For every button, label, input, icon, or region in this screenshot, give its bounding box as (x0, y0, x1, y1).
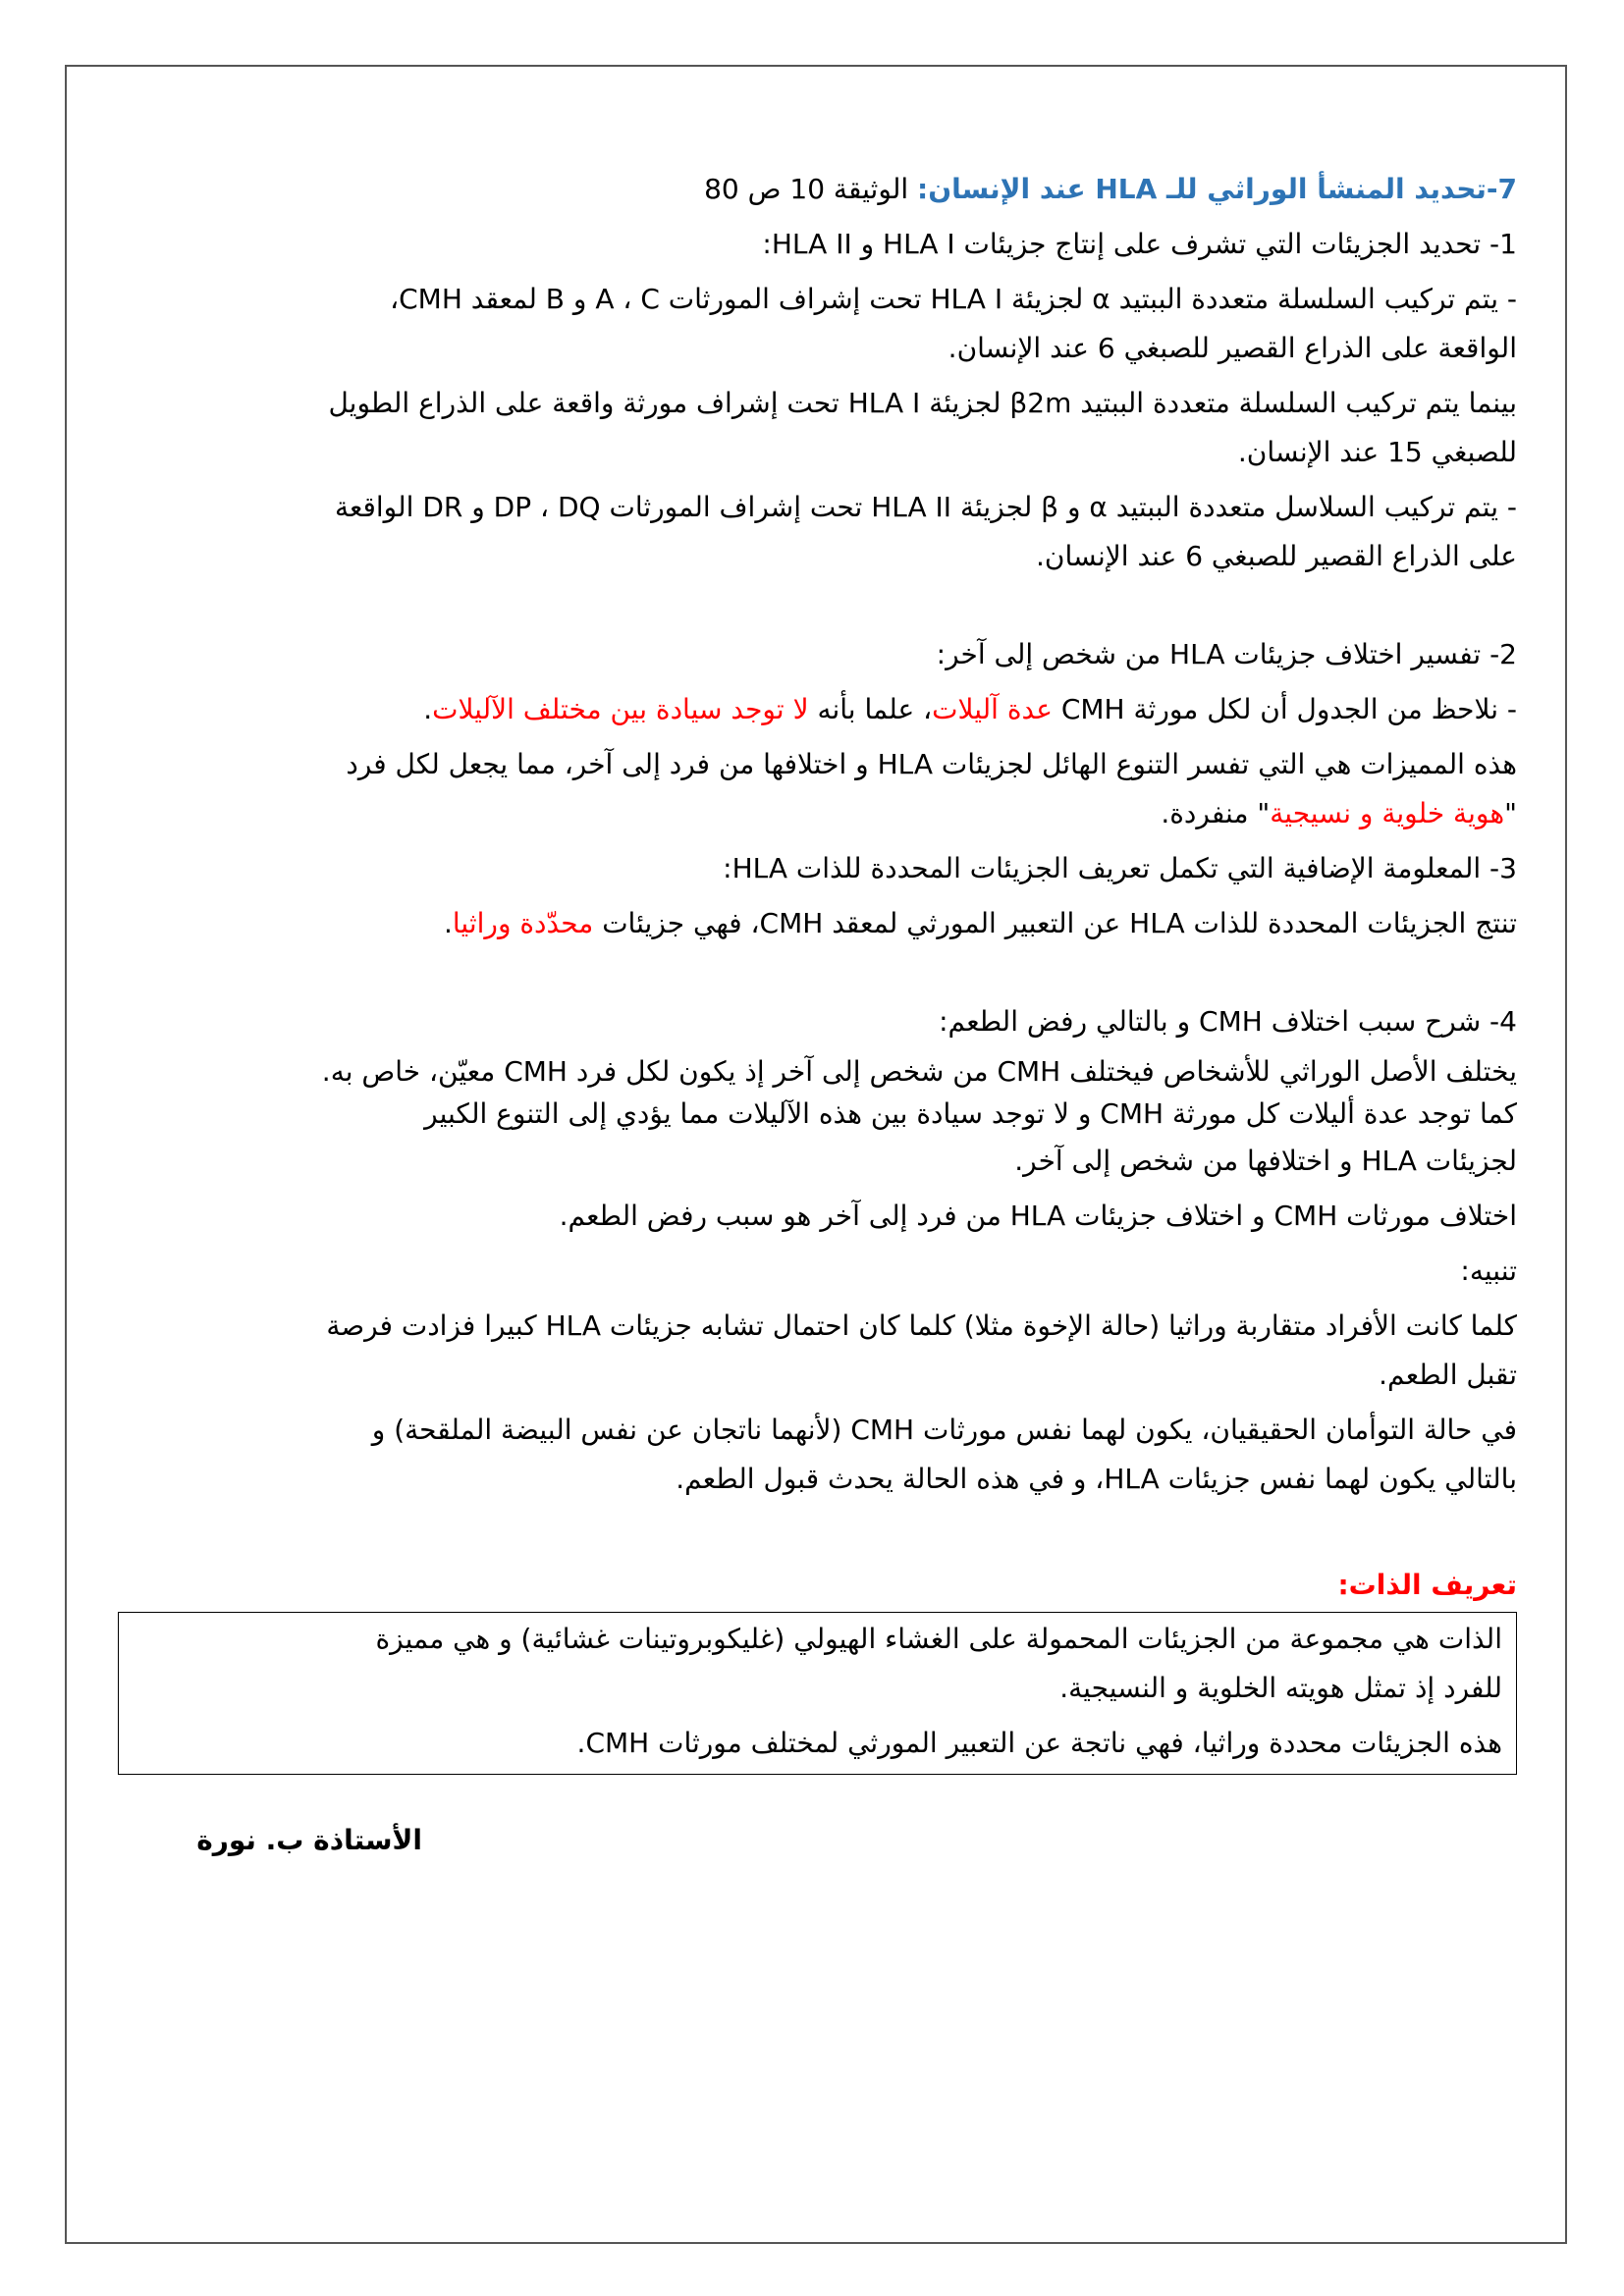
part-4-para-4-line-1: في حالة التوأمان الحقيقيان، يكون لهما نفس مورثات CMH (لأنهما ناتجان عن نفس البيضة الملقحة) و (371, 1414, 1517, 1446)
part-4-para-1-line-3: لجزيئات HLA و اختلافها من شخص إلى آخر. (1014, 1145, 1517, 1177)
part-4-notice-label: تنبيه: (1460, 1255, 1517, 1287)
part-3-text-c: . (443, 907, 453, 939)
section-7-heading (118, 165, 1517, 214)
document-body (118, 165, 1517, 1865)
part-4-para-3-line-2: تقبل الطعم. (1379, 1359, 1517, 1391)
author-signature: الأستاذة ب. نورة (196, 1824, 422, 1856)
part-1-para-2-line-2: للصبغي 15 عند الإنسان. (1237, 436, 1517, 468)
part-3-text (118, 899, 1517, 948)
part-2-emphasis-identity: هوية خلوية و نسيجية (1270, 797, 1505, 829)
part-1-title: 1- تحديد الجزيئات التي تشرف على إنتاج جزيئات HLA I و HLA II: (762, 228, 1517, 260)
part-1-para-3-line-2: على الذراع القصير للصبغي 6 عند الإنسان. (1036, 540, 1517, 572)
part-2-note-emphasis-alleles: عدة آليلات (932, 693, 1053, 725)
part-2-note (118, 685, 1517, 734)
part-3-title: 3- المعلومة الإضافية التي تكمل تعريف الجزيئات المحددة للذات HLA: (723, 852, 1517, 884)
section-7-reference: الوثيقة 10 ص 80 (704, 173, 909, 205)
part-2-note-text-e: . (423, 693, 433, 725)
part-1-para-1-line-1: - يتم تركيب السلسلة متعددة الببتيد α لجزيئة HLA I تحت إشراف المورثات A ، C و B لمعقد CMH، (390, 283, 1517, 315)
part-2-note-emphasis-dominance: لا توجد سيادة بين مختلف الآليلات (432, 693, 809, 725)
part-4-para-1-line-2: كما توجد عدة أليلات كل مورثة CMH و لا توجد سيادة بين هذه الآليلات مما يؤدي إلى التنوع الكبير (424, 1097, 1517, 1130)
part-3-emphasis-genetic: محدّدة وراثيا (452, 907, 594, 939)
part-4-title: 4- شرح سبب اختلاف CMH و بالتالي رفض الطعم: (939, 1005, 1517, 1038)
part-2-para-line-2 (118, 789, 1517, 838)
part-2-title: 2- تفسير اختلاف جزيئات HLA من شخص إلى آخر: (936, 638, 1517, 670)
part-2-note-text-c: ، علما بأنه (817, 693, 933, 725)
part-2-quote-open: " (1504, 797, 1517, 829)
definition-box (118, 1612, 1517, 1775)
part-2-note-text-a: - نلاحظ من الجدول أن لكل مورثة CMH (1060, 693, 1517, 725)
section-7-title: 7-تحديد المنشأ الوراثي للـ HLA عند الإنسان: (917, 173, 1517, 205)
part-4-para-1-line-1: يختلف الأصل الوراثي للأشخاص فيختلف CMH من شخص إلى آخر إذ يكون لكل فرد CMH معيّن، خاص به. (321, 1055, 1517, 1088)
definition-line-1: الذات هي مجموعة من الجزيئات المحمولة على الغشاء الهيولي (غليكوبروتينات غشائية) و هي مميزة (375, 1623, 1502, 1655)
definition-line-2: للفرد إذ تمثل هويته الخلوية و النسيجية. (1059, 1672, 1502, 1704)
part-2-para-line-1: هذه المميزات هي التي تفسر التنوع الهائل لجزيئات HLA و اختلافها من فرد إلى آخر، مما يجعل لكل فرد (346, 748, 1517, 780)
part-4-para-2: اختلاف مورثات CMH و اختلاف جزيئات HLA من فرد إلى آخر هو سبب رفض الطعم. (559, 1200, 1517, 1232)
part-3-text-a: تنتج الجزيئات المحددة للذات HLA عن التعبير المورثي لمعقد CMH، فهي جزيئات (602, 907, 1517, 939)
part-4-para-4-line-2: بالتالي يكون لهما نفس جزيئات HLA، و في هذه الحالة يحدث قبول الطعم. (676, 1463, 1517, 1495)
part-2-para-line-2-end: " منفردة. (1161, 797, 1271, 829)
part-4-para-3-line-1: كلما كانت الأفراد متقاربة وراثيا (حالة الإخوة مثلا) كلما كان احتمال تشابه جزيئات HLA كبيرا فزادت فرصة (326, 1309, 1517, 1342)
part-1-para-1-line-2: الواقعة على الذراع القصير للصبغي 6 عند الإنسان. (947, 332, 1517, 364)
part-1-para-2-line-1: بينما يتم تركيب السلسلة متعددة الببتيد β2m لجزيئة HLA I تحت إشراف مورثة واقعة على الذراع الطويل (328, 387, 1517, 419)
part-1-para-3-line-1: - يتم تركيب السلاسل متعددة الببتيد α و β لجزيئة HLA II تحت إشراف المورثات DP ، DQ و DR الواقعة (334, 491, 1517, 523)
definition-heading: تعريف الذات: (1337, 1569, 1517, 1601)
definition-line-3: هذه الجزيئات محددة وراثيا، فهي ناتجة عن التعبير المورثي لمختلف مورثات CMH. (576, 1727, 1502, 1759)
